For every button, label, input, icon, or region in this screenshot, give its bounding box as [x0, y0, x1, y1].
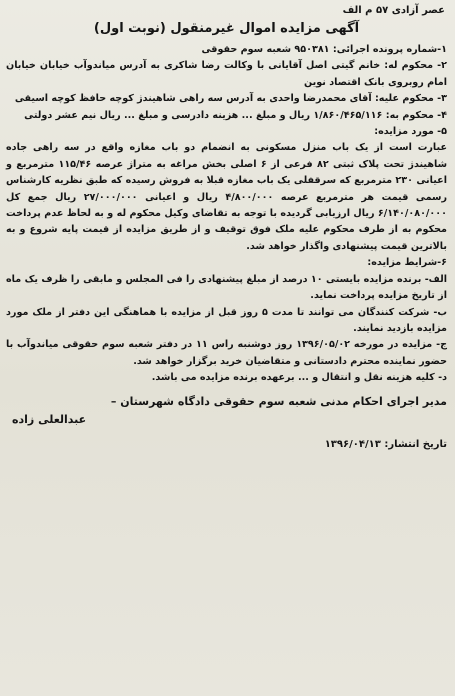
signature-title: مدیر اجرای احکام مدنی شعبه سوم حقوقی دادگاه شهرستان –: [110, 394, 447, 408]
condition-a: الف- برنده مزایده بایستی ۱۰ درصد از مبلغ پیشنهادی را فی المجلس و مابقی را ظرف یک ماه از تاریخ مزایده پرداخت نماید.: [6, 273, 448, 302]
condition-c: ج- مزایده در مورخه ۱۳۹۶/۰۵/۰۲ روز دوشنبه راس ۱۱ در دفتر شعبه سوم حقوقی میاندوآب با حضور نماینده محترم دادستانی و متقاضیان خرید برگزار خواهد شد.: [6, 339, 447, 367]
notice-body: [6, 42, 447, 387]
judgment-amount: ۴- محکوم به: ۱/۸۶۰/۴۶۵/۱۱۶ ریال و مبلغ ... هزینه دادرسی و مبلغ ... ریال نیم عشر دولتی: [24, 109, 447, 121]
signature-name: عبدالعلی زاده: [12, 412, 87, 426]
auction-conditions-heading: ۶-شرایط مزایده:: [367, 257, 447, 269]
notice-title: آگهی مزایده اموال غیرمنقول (نوبت اول): [93, 21, 360, 36]
case-number: ۱-شماره پرونده اجرائی: ۹۵۰۳۸۱ شعبه سوم حقوقی: [201, 44, 447, 55]
plaintiff: ۲- محکوم له: خانم گیتی اصل آقایانی با وکالت رضا شاکری به آدرس میاندوآب خیابان خیابان امام روبروی بانک اقتصاد نوین: [6, 60, 447, 88]
publish-date: تاریخ انتشار: ۱۳۹۶/۰۴/۱۳: [324, 438, 447, 450]
auction-subject-heading: ۵- مورد مزایده:: [374, 126, 447, 138]
condition-b: ب- شرکت کنندگان می توانند تا مدت ۵ روز قبل از مزایده با هماهنگی این دفتر از ملک مورد مزایده بازدید نمایند.: [6, 306, 448, 334]
auction-subject-description: عبارت است از یک باب منزل مسکونی به انضمام دو باب مغازه واقع در سه راهی جاده شاهیندژ تحت پلاک ثبتی ۸۲ فرعی از ۶ اصلی بخش مراغه به متراژ عرصه ۱۱۵/۴۶ مترمربع و اعیانی ۲۳۰ مترمربع که سرقفلی یک باب مغازه قبلا به فروش رسیده که طبق نظریه کارشناس رسمی قیمت هر مترمربع عرصه ۴/۸۰۰/۰۰۰ ریال و اعیانی ۲۷/۰۰۰/۰۰۰ ریال جمع کل ۶/۱۴۰/۰۸۰/۰۰۰ ریال ارزیابی گردیده با توجه به تقاضای وکیل محکوم له و به لحاظ عدم پرداخت محکوم به از طرف محکوم علیه ملک فوق توقیف و از طریق مزایده از قیمت پایه شروع و به بالاترین قیمت پیشنهادی واگذار خواهد شد.: [6, 142, 448, 252]
notice-reference: عصر آزادی ۵۷ م الف: [342, 5, 445, 16]
defendant: ۳- محکوم علیه: آقای محمدرضا واحدی به آدرس سه راهی شاهیندژ کوچه حافظ کوچه اسیقی: [14, 93, 447, 105]
condition-d: د- کلیه هزینه نقل و انتقال و ... برعهده برنده مزایده می باشد.: [151, 372, 447, 384]
